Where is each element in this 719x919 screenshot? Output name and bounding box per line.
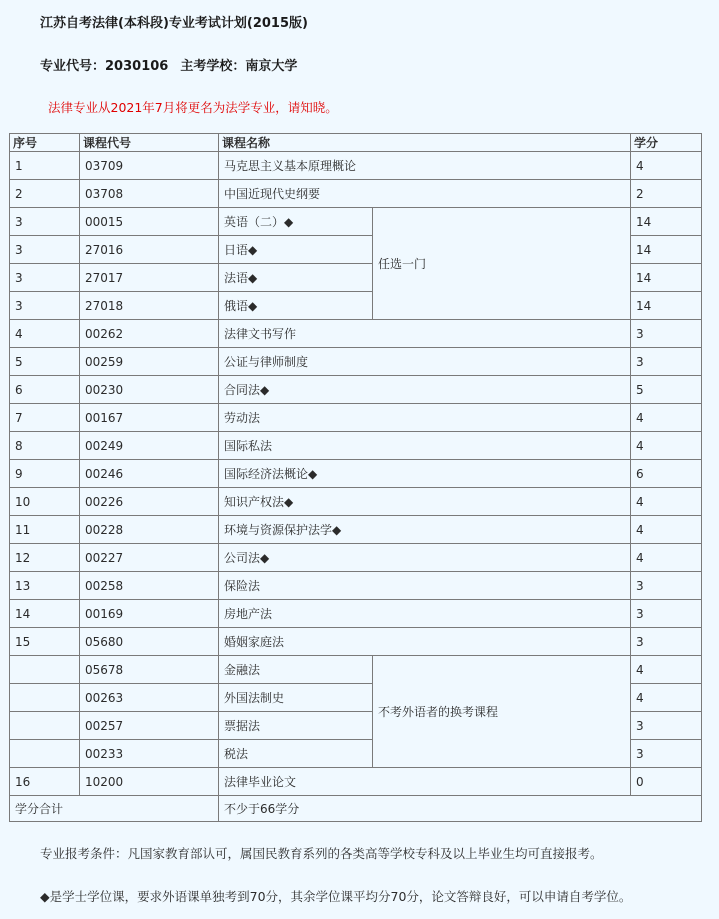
cell-code: 00263 bbox=[80, 684, 219, 712]
cell-name: 票据法 bbox=[219, 712, 373, 740]
degree-note: ◆是学士学位课，要求外语课单独考到70分，其余学位课平均分70分，论文答辩良好，可以申请自考学位。 bbox=[40, 889, 632, 904]
cell-credit: 2 bbox=[631, 180, 702, 208]
cell-seq: 1 bbox=[10, 152, 80, 180]
table-row bbox=[10, 656, 702, 684]
cell-name: 保险法 bbox=[219, 572, 631, 600]
cell-name: 马克思主义基本原理概论 bbox=[219, 152, 631, 180]
cell-code: 27016 bbox=[80, 236, 219, 264]
cell-credit: 3 bbox=[631, 712, 702, 740]
table-row bbox=[10, 376, 702, 404]
cell-name: 国际经济法概论◆ bbox=[219, 460, 631, 488]
cell-credit: 4 bbox=[631, 488, 702, 516]
cell-code: 00169 bbox=[80, 600, 219, 628]
cell-credit: 3 bbox=[631, 600, 702, 628]
table-row bbox=[10, 208, 702, 236]
cell-code: 00167 bbox=[80, 404, 219, 432]
cell-name: 法律文书写作 bbox=[219, 320, 631, 348]
cell-code: 00015 bbox=[80, 208, 219, 236]
cell-name: 外国法制史 bbox=[219, 684, 373, 712]
cell-name: 国际私法 bbox=[219, 432, 631, 460]
cell-code: 00230 bbox=[80, 376, 219, 404]
cell-seq: 5 bbox=[10, 348, 80, 376]
cell-credit: 4 bbox=[631, 544, 702, 572]
cell-seq: 13 bbox=[10, 572, 80, 600]
cell-seq: 3 bbox=[10, 236, 80, 264]
cell-name: 房地产法 bbox=[219, 600, 631, 628]
major-info bbox=[40, 55, 297, 74]
total-value: 不少于66学分 bbox=[219, 796, 702, 822]
cell-code: 00228 bbox=[80, 516, 219, 544]
cell-name: 俄语◆ bbox=[219, 292, 373, 320]
table-row bbox=[10, 460, 702, 488]
cell-name: 公司法◆ bbox=[219, 544, 631, 572]
header-code: 课程代号 bbox=[80, 134, 219, 152]
header-seq: 序号 bbox=[10, 134, 80, 152]
cell-name: 劳动法 bbox=[219, 404, 631, 432]
cell-code: 00257 bbox=[80, 712, 219, 740]
application-requirement: 专业报考条件：凡国家教育部认可，属国民教育系列的各类高等学校专科及以上毕业生均可直接报考。 bbox=[40, 846, 603, 861]
cell-code: 00258 bbox=[80, 572, 219, 600]
school-label: 主考学校： bbox=[180, 59, 246, 74]
cell-code: 00227 bbox=[80, 544, 219, 572]
cell-code: 00246 bbox=[80, 460, 219, 488]
table-row bbox=[10, 572, 702, 600]
table-row bbox=[10, 488, 702, 516]
cell-credit: 14 bbox=[631, 292, 702, 320]
cell-credit: 4 bbox=[631, 656, 702, 684]
cell-name: 金融法 bbox=[219, 656, 373, 684]
cell-code: 03709 bbox=[80, 152, 219, 180]
cell-credit: 4 bbox=[631, 404, 702, 432]
cell-code: 05680 bbox=[80, 628, 219, 656]
cell-name: 法语◆ bbox=[219, 264, 373, 292]
cell-credit: 5 bbox=[631, 376, 702, 404]
cell-code: 05678 bbox=[80, 656, 219, 684]
cell-name: 英语（二）◆ bbox=[219, 208, 373, 236]
cell-name: 税法 bbox=[219, 740, 373, 768]
page-title: 江苏自考法律(本科段)专业考试计划(2015版) bbox=[40, 16, 308, 31]
cell-code: 00249 bbox=[80, 432, 219, 460]
course-plan-table bbox=[9, 133, 702, 822]
table-row bbox=[10, 348, 702, 376]
cell-seq bbox=[10, 740, 80, 768]
cell-credit: 4 bbox=[631, 432, 702, 460]
cell-name: 日语◆ bbox=[219, 236, 373, 264]
cell-credit: 4 bbox=[631, 684, 702, 712]
cell-seq: 10 bbox=[10, 488, 80, 516]
cell-code: 00233 bbox=[80, 740, 219, 768]
cell-credit: 14 bbox=[631, 208, 702, 236]
school-name: 南京大学 bbox=[245, 59, 298, 74]
cell-seq: 8 bbox=[10, 432, 80, 460]
cell-credit: 3 bbox=[631, 320, 702, 348]
table-row bbox=[10, 628, 702, 656]
cell-credit: 3 bbox=[631, 628, 702, 656]
cell-code: 10200 bbox=[80, 768, 219, 796]
cell-seq: 2 bbox=[10, 180, 80, 208]
table-row bbox=[10, 180, 702, 208]
cell-code: 27017 bbox=[80, 264, 219, 292]
cell-name: 合同法◆ bbox=[219, 376, 631, 404]
cell-seq: 3 bbox=[10, 292, 80, 320]
table-row bbox=[10, 516, 702, 544]
cell-credit: 14 bbox=[631, 236, 702, 264]
cell-name: 婚姻家庭法 bbox=[219, 628, 631, 656]
cell-seq: 4 bbox=[10, 320, 80, 348]
table-row bbox=[10, 768, 702, 796]
table-row bbox=[10, 600, 702, 628]
cell-seq: 3 bbox=[10, 208, 80, 236]
cell-code: 27018 bbox=[80, 292, 219, 320]
cell-seq: 3 bbox=[10, 264, 80, 292]
table-header-row bbox=[10, 134, 702, 152]
cell-seq: 7 bbox=[10, 404, 80, 432]
header-name: 课程名称 bbox=[219, 134, 631, 152]
cell-credit: 3 bbox=[631, 572, 702, 600]
cell-seq bbox=[10, 656, 80, 684]
cell-credit: 4 bbox=[631, 516, 702, 544]
table-row bbox=[10, 432, 702, 460]
major-code-label: 专业代号： bbox=[40, 59, 106, 74]
cell-code: 03708 bbox=[80, 180, 219, 208]
cell-name: 中国近现代史纲要 bbox=[219, 180, 631, 208]
cell-name: 环境与资源保护法学◆ bbox=[219, 516, 631, 544]
table-row bbox=[10, 404, 702, 432]
cell-seq: 6 bbox=[10, 376, 80, 404]
cell-credit: 3 bbox=[631, 740, 702, 768]
cell-seq bbox=[10, 684, 80, 712]
total-row bbox=[10, 796, 702, 822]
cell-group-note: 任选一门 bbox=[373, 208, 631, 320]
cell-name: 公证与律师制度 bbox=[219, 348, 631, 376]
cell-seq: 12 bbox=[10, 544, 80, 572]
cell-credit: 6 bbox=[631, 460, 702, 488]
cell-code: 00226 bbox=[80, 488, 219, 516]
total-label: 学分合计 bbox=[10, 796, 219, 822]
table-row bbox=[10, 152, 702, 180]
cell-credit: 0 bbox=[631, 768, 702, 796]
table-row bbox=[10, 320, 702, 348]
cell-seq: 9 bbox=[10, 460, 80, 488]
cell-group-note: 不考外语者的换考课程 bbox=[373, 656, 631, 768]
cell-code: 00262 bbox=[80, 320, 219, 348]
cell-seq: 16 bbox=[10, 768, 80, 796]
cell-code: 00259 bbox=[80, 348, 219, 376]
cell-seq bbox=[10, 712, 80, 740]
rename-notice: 法律专业从2021年7月将更名为法学专业，请知晓。 bbox=[48, 100, 338, 115]
cell-credit: 4 bbox=[631, 152, 702, 180]
table-row bbox=[10, 544, 702, 572]
cell-seq: 14 bbox=[10, 600, 80, 628]
cell-name: 法律毕业论文 bbox=[219, 768, 631, 796]
cell-name: 知识产权法◆ bbox=[219, 488, 631, 516]
header-credit: 学分 bbox=[631, 134, 702, 152]
cell-credit: 14 bbox=[631, 264, 702, 292]
cell-seq: 11 bbox=[10, 516, 80, 544]
cell-credit: 3 bbox=[631, 348, 702, 376]
cell-seq: 15 bbox=[10, 628, 80, 656]
major-code: 2030106 bbox=[105, 59, 169, 74]
